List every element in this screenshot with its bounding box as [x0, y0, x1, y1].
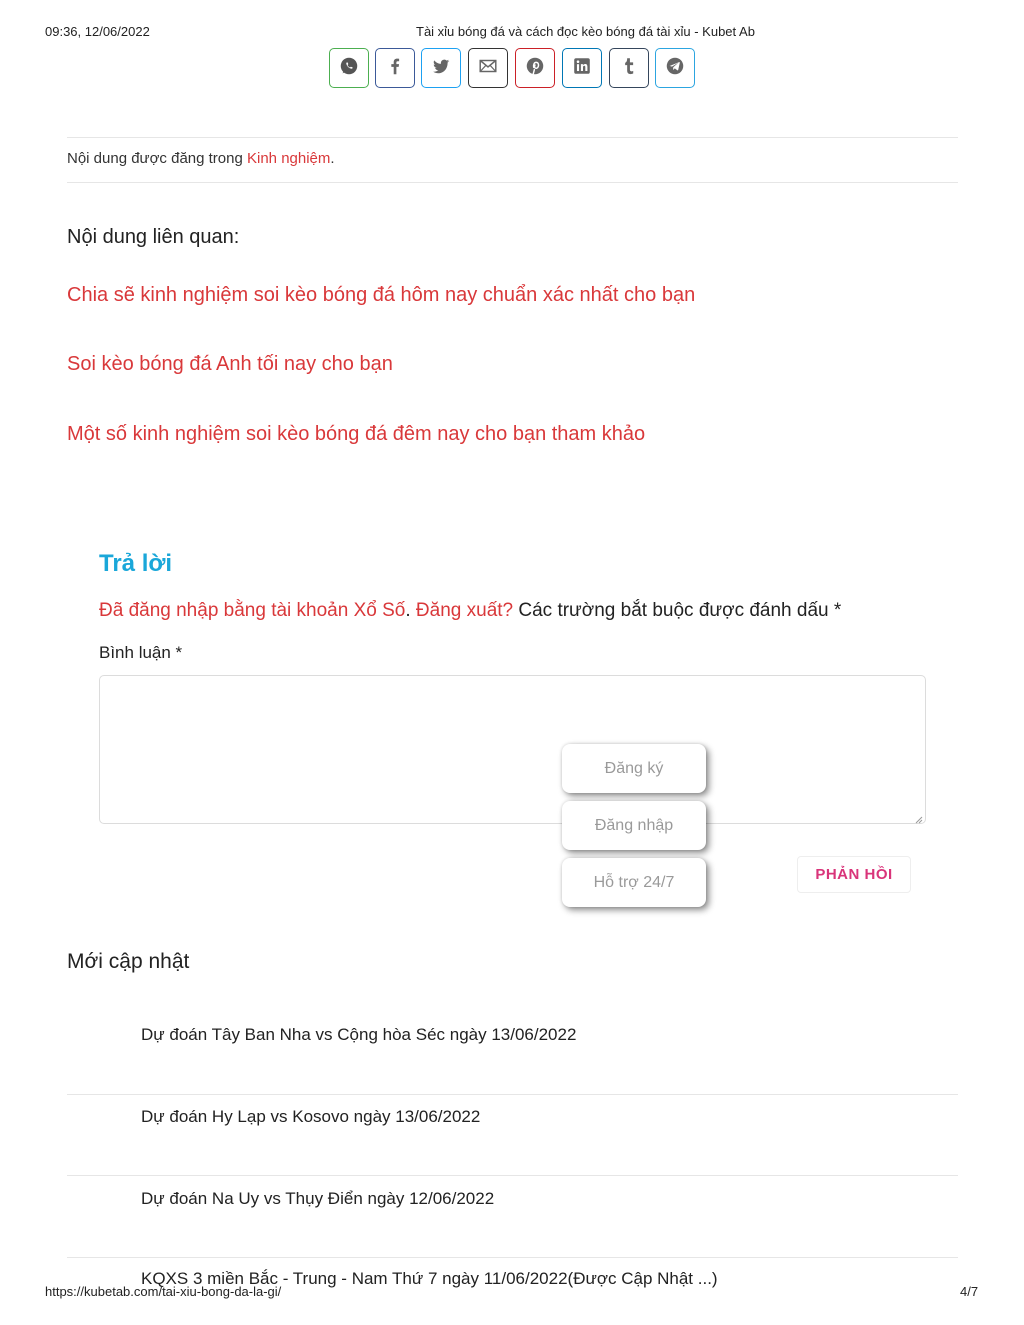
latest-item[interactable]: Dự đoán Na Uy vs Thụy Điển ngày 12/06/2022	[141, 1189, 495, 1208]
print-page-number: 4/7	[960, 1284, 979, 1299]
comment-label: Bình luận *	[99, 643, 183, 662]
reply-title: Trả lời	[99, 550, 173, 577]
latest-item[interactable]	[141, 1268, 718, 1288]
post-category-line	[67, 150, 335, 167]
register-button[interactable]: Đăng ký	[562, 744, 706, 793]
divider	[67, 1257, 958, 1258]
share-linkedin-button[interactable]	[562, 48, 602, 88]
post-category-link[interactable]: Kinh nghiệm	[247, 150, 331, 167]
latest-item[interactable]: Dự đoán Tây Ban Nha vs Cộng hòa Séc ngày 13/06/2022	[141, 1025, 577, 1044]
tumblr-icon	[618, 55, 640, 82]
login-button[interactable]: Đăng nhập	[562, 801, 706, 850]
submit-reply-button[interactable]: PHẢN HỒI	[797, 856, 911, 893]
divider	[67, 1094, 958, 1095]
related-link[interactable]: Một số kinh nghiệm soi kèo bóng đá đêm nay cho bạn tham khảo	[67, 423, 646, 445]
related-link[interactable]: Chia sẽ kinh nghiệm soi kèo bóng đá hôm nay chuẩn xác nhất cho bạn	[67, 284, 696, 306]
share-pinterest-button[interactable]	[515, 48, 555, 88]
resize-grip-icon[interactable]	[913, 811, 923, 821]
pinterest-icon	[524, 55, 546, 82]
logged-in-line	[99, 600, 841, 622]
facebook-icon	[384, 55, 406, 82]
related-heading: Nội dung liên quan:	[67, 226, 240, 248]
divider	[67, 137, 958, 138]
latest-item-text: KQXS 3 miền Bắc - Trung - Nam Thứ 7 ngày 11/06/2022(Được Cập Nhật ...)	[141, 1269, 718, 1288]
linkedin-icon	[571, 55, 593, 82]
print-page-title: Tài xỉu bóng đá và cách đọc kèo bóng đá tài xỉu - Kubet Ab	[416, 24, 755, 39]
share-telegram-button[interactable]	[655, 48, 695, 88]
share-tumblr-button[interactable]	[609, 48, 649, 88]
share-facebook-button[interactable]	[375, 48, 415, 88]
latest-heading: Mới cập nhật	[67, 950, 190, 973]
related-link[interactable]: Soi kèo bóng đá Anh tối nay cho bạn	[67, 353, 393, 375]
email-icon	[477, 55, 499, 82]
telegram-icon	[664, 55, 686, 82]
twitter-icon	[430, 55, 452, 82]
divider	[67, 182, 958, 183]
share-email-button[interactable]	[468, 48, 508, 88]
whatsapp-icon	[338, 55, 360, 82]
share-twitter-button[interactable]	[421, 48, 461, 88]
print-datetime: 09:36, 12/06/2022	[45, 24, 150, 39]
latest-item[interactable]: Dự đoán Hy Lạp vs Kosovo ngày 13/06/2022	[141, 1107, 481, 1126]
required-fields-note: Các trường bắt buộc được đánh dấu *	[513, 600, 842, 621]
post-category-suffix: .	[330, 150, 335, 167]
share-whatsapp-button[interactable]	[329, 48, 369, 88]
comment-textarea[interactable]	[99, 675, 926, 824]
support-button[interactable]: Hỗ trợ 24/7	[562, 858, 706, 907]
post-category-prefix: Nội dung được đăng trong	[67, 150, 247, 167]
print-url: https://kubetab.com/tai-xiu-bong-da-la-gi/	[45, 1284, 282, 1299]
logged-in-account-link[interactable]: Đã đăng nhập bằng tài khoản Xổ Số	[99, 600, 406, 621]
logout-link[interactable]: Đăng xuất?	[415, 600, 514, 621]
logged-in-period: .	[405, 600, 416, 621]
divider	[67, 1175, 958, 1176]
